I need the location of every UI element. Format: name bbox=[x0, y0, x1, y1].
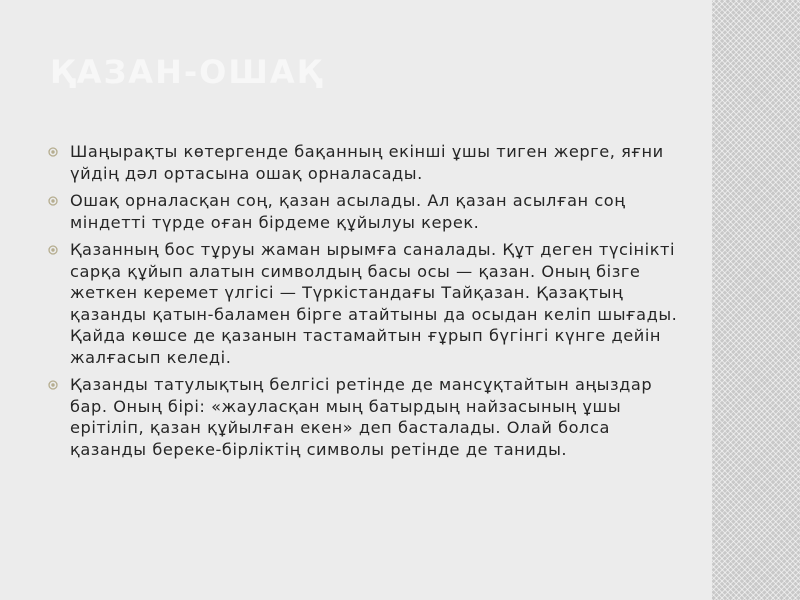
circle-bullet-icon bbox=[48, 147, 58, 157]
circle-bullet-icon bbox=[48, 380, 58, 390]
list-item bbox=[48, 141, 688, 184]
list-item bbox=[48, 374, 688, 460]
list-item bbox=[48, 239, 688, 368]
bullet-text: Қазанды татулықтың белгісі ретінде де мансұқтайтын аңыздар бар. Оның бірі: «жауласқан мың батырдың найзасының ұшы ерітіліп, қазан құйылған екен» деп басталады. Олай болса қазанды береке-бірліктің символы ретінде де таниды. bbox=[70, 375, 653, 459]
circle-bullet-icon bbox=[48, 196, 58, 206]
bullet-text: Қазанның бос тұруы жаман ырымға саналады. Құт деген түсінікті сарқа құйып алатын символдың басы осы — қазан. Оның бізге жеткен керемет үлгісі — Түркістандағы Тайқазан. Қазақтың қазанды қатын-баламен бірге атайтыны да осыдан келіп шығады. Қайда көшсе де қазанын тастамайтын ғұрып бүгінгі күнге дейін жалғасып келеді. bbox=[70, 240, 678, 367]
bullet-text: Шаңырақты көтергенде бақанның екінші ұшы тиген жерге, яғни үйдің дәл ортасына ошақ орналасады. bbox=[70, 142, 664, 183]
decorative-side-panel bbox=[712, 0, 800, 600]
list-item bbox=[48, 190, 688, 233]
circle-bullet-icon bbox=[48, 245, 58, 255]
bullet-text: Ошақ орналасқан соң, қазан асылады. Ал қазан асылған соң міндетті түрде оған бірдеме құйылуы керек. bbox=[70, 191, 626, 232]
bullet-list bbox=[48, 141, 688, 466]
slide-title: ҚАЗАН-ОШАҚ bbox=[50, 53, 324, 91]
